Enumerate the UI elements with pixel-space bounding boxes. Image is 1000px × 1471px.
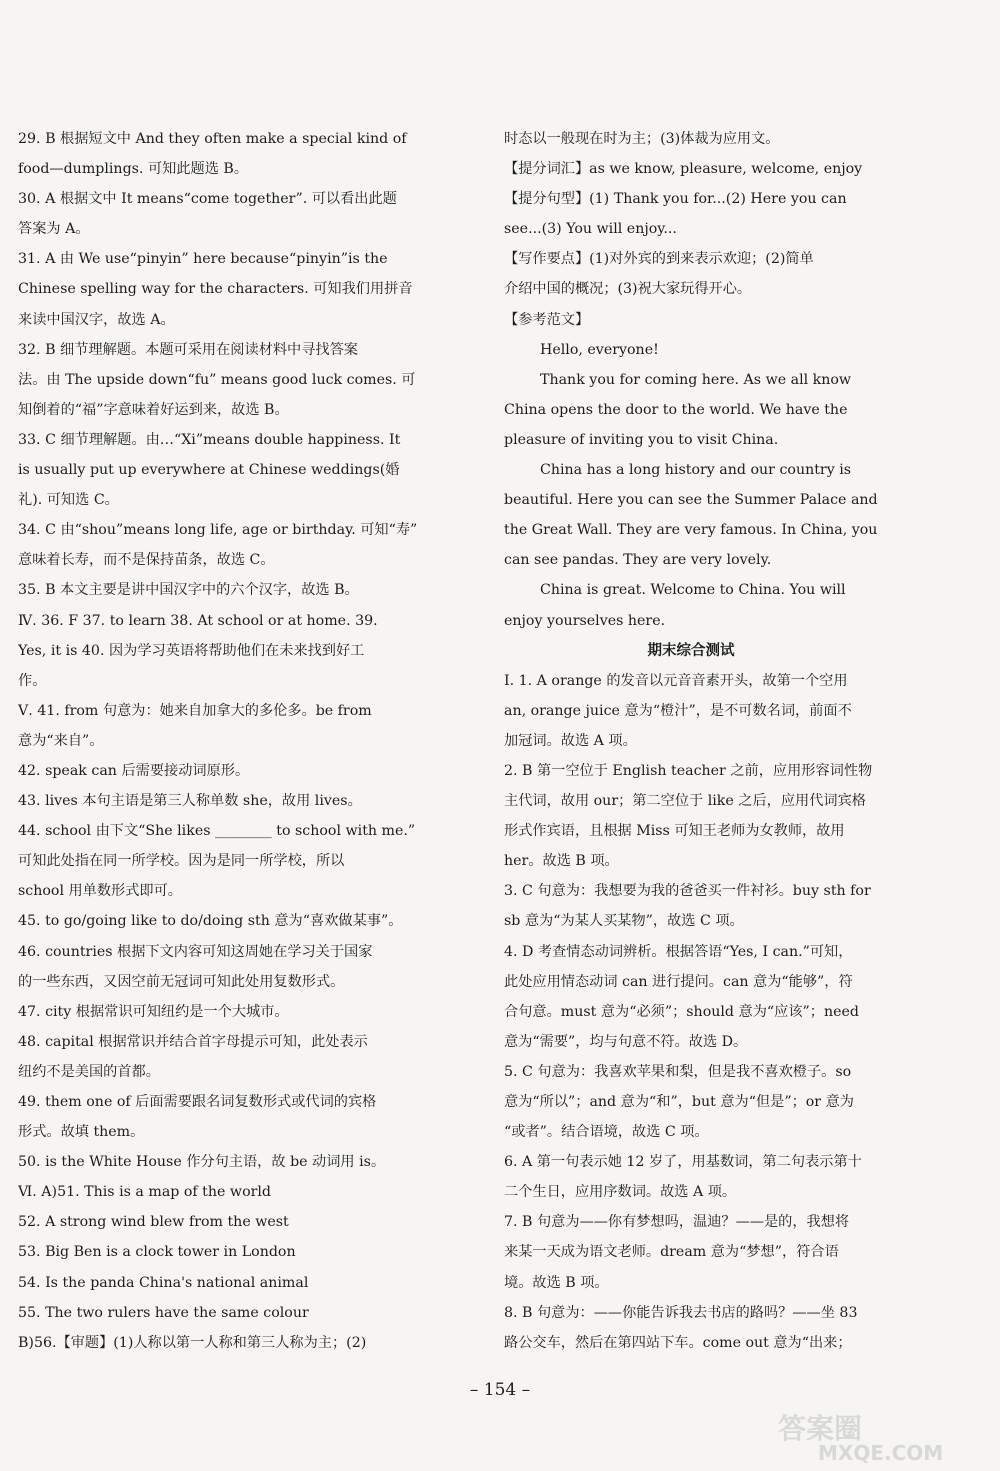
text-line: Chinese spelling way for the characters. 可知我们用拼音 (18, 281, 413, 298)
text-line: 5. C 句意为：我喜欢苹果和梨，但是我不喜欢橙子。so (504, 1063, 852, 1080)
text-line: 52. A strong wind blew from the west (18, 1214, 289, 1231)
text-line: 55. The two rulers have the same colour (18, 1304, 309, 1321)
text-line: is usually put up everywhere at Chinese weddings(婚 (18, 462, 400, 479)
text-line: 答案为 A。 (18, 221, 90, 238)
text-line: 6. A 第一句表示她 12 岁了，用基数词，第二句表示第十 (504, 1154, 862, 1171)
text-line: 作。 (18, 672, 47, 689)
left-column (18, 124, 446, 1358)
text-line: 境。故选 B 项。 (504, 1274, 609, 1291)
text-line: 法。由 The upside down“fu” means good luck comes. 可 (18, 371, 416, 388)
watermark-url: MXQE.COM (818, 1441, 944, 1464)
text-line: 34. C 由“shou”means long life, age or birthday. 可知“寿” (18, 522, 418, 539)
text-line: 意味着长寿，而不是保持苗条，故选 C。 (18, 552, 275, 569)
text-line: 47. city 根据常识可知纽约是一个大城市。 (18, 1003, 289, 1020)
text-line: Ⅳ. 36. F 37. to learn 38. At school or at home. 39. (18, 612, 378, 629)
text-line: 48. capital 根据常识并结合首字母提示可知，此处表示 (18, 1033, 368, 1050)
text-line: 【参考范文】 (504, 311, 590, 328)
text-line: 49. them one of 后面需要跟名词复数形式或代词的宾格 (18, 1094, 377, 1110)
essay-line: the Great Wall. They are very famous. In China, you (504, 522, 878, 539)
text-line: 合句意。must 意为“必须”；should 意为“应该”；need (504, 1003, 859, 1020)
essay-line: Thank you for coming here. As we all know (540, 371, 852, 388)
text-line: 43. lives 本句主语是第三人称单数 she，故用 lives。 (18, 793, 362, 810)
essay-line: beautiful. Here you can see the Summer Palace and (504, 492, 878, 509)
essay-line: China is great. Welcome to China. You will (540, 582, 846, 599)
essay-line: can see pandas. They are very lovely. (504, 552, 772, 569)
text-line: 主代词，故用 our；第二空位于 like 之后，应用代词宾格 (504, 793, 866, 810)
text-line: 形式作宾语，且根据 Miss 可知王老师为女教师，故用 (504, 823, 845, 840)
text-line: 【提分句型】(1) Thank you for...(2) Here you can (504, 191, 847, 208)
text-line: 知倒着的“福”字意味着好运到来，故选 B。 (18, 401, 289, 418)
text-line: 意为“需要”，均与句意不符。故选 D。 (504, 1033, 748, 1050)
right-column (504, 124, 878, 1358)
text-line: 31. A 由 We use“pinyin” here because“pinyin”is the (18, 251, 388, 268)
page-number: – 154 – (469, 1380, 531, 1400)
text-line: 4. D 考查情态动词辨析。根据答语“Yes, I can.”可知， (504, 943, 853, 960)
text-line: see...(3) You will enjoy... (504, 221, 677, 238)
text-line: 介绍中国的概况；(3)祝大家玩得开心。 (504, 281, 752, 298)
text-line: 7. B 句意为——你有梦想吗，温迪？——是的，我想将 (504, 1214, 850, 1231)
text-line: Ⅰ. 1. A orange 的发音以元音音素开头，故第一个空用 (504, 672, 848, 689)
text-line: Ⅴ. 41. from 句意为：她来自加拿大的多伦多。be from (18, 702, 372, 719)
text-line: B)56.【审题】(1)人称以第一人称和第三人称为主；(2) (18, 1334, 367, 1351)
text-line: 8. B 句意为：——你能告诉我去书店的路吗？——坐 83 (504, 1304, 858, 1321)
essay-line: pleasure of inviting you to visit China. (504, 431, 779, 448)
text-line: 44. school 由下文“She likes ________ to school with me.” (18, 823, 416, 840)
text-line: 30. A 根据文中 It means“come together”. 可以看出此题 (18, 191, 397, 208)
text-line: sb 意为“为某人买某物”，故选 C 项。 (504, 913, 744, 930)
text-line: 35. B 本文主要是讲中国汉字中的六个汉字，故选 B。 (18, 582, 359, 599)
section-title: 期末综合测试 (647, 641, 735, 659)
essay-line: China has a long history and our country is (540, 462, 852, 479)
text-line: 形式。故填 them。 (18, 1124, 145, 1141)
text-line: 纽约不是美国的首都。 (18, 1063, 160, 1080)
text-line: 此处应用情态动词 can 进行提问。can 意为“能够”，符 (504, 973, 853, 990)
text-line: 加冠词。故选 A 项。 (504, 732, 637, 749)
text-line: 29. B 根据短文中 And they often make a special kind of (18, 131, 407, 147)
text-line: 【写作要点】(1)对外宾的到来表示欢迎；(2)简单 (504, 251, 814, 268)
text-line: Ⅵ. A)51. This is a map of the world (18, 1184, 272, 1201)
essay-line: enjoy yourselves here. (504, 612, 666, 629)
essay-line: China opens the door to the world. We have the (504, 401, 848, 418)
text-line: 的一些东西，又因空前无冠词可知此处用复数形式。 (18, 973, 345, 990)
text-line: Yes, it is 40. 因为学习英语将帮助他们在未来找到好工 (18, 642, 365, 659)
text-line: 54. Is the panda China's national animal (18, 1274, 309, 1291)
text-line: food—dumplings. 可知此题选 B。 (18, 161, 249, 178)
text-line: an, orange juice 意为“橙汁”，是不可数名词，前面不 (504, 702, 852, 719)
text-line: 32. B 细节理解题。本题可采用在阅读材料中寻找答案 (18, 341, 358, 358)
text-line: 45. to go/going like to do/doing sth 意为“喜欢做某事”。 (18, 913, 403, 930)
text-line: 礼). 可知选 C。 (18, 492, 119, 509)
text-line: 来读中国汉字，故选 A。 (18, 311, 175, 328)
text-line: 3. C 句意为：我想要为我的爸爸买一件衬衫。buy sth for (504, 883, 871, 900)
text-line: 53. Big Ben is a clock tower in London (18, 1244, 296, 1261)
text-line: 时态以一般现在时为主；(3)体裁为应用文。 (504, 131, 780, 147)
text-line: 46. countries 根据下文内容可知这周她在学习关于国家 (18, 943, 373, 960)
text-line: 意为“来自”。 (18, 732, 104, 749)
text-line: 50. is the White House 作分句主语，故 be 动词用 is。 (18, 1154, 386, 1171)
watermark-logo (758, 1408, 988, 1464)
text-line: her。故选 B 项。 (504, 853, 619, 870)
text-line: 意为“所以”；and 意为“和”，but 意为“但是”；or 意为 (504, 1094, 854, 1110)
text-line: 路公交车，然后在第四站下车。come out 意为“出来； (504, 1334, 852, 1351)
watermark-text: 答案圈 (778, 1412, 863, 1445)
text-line: 33. C 细节理解题。由…“Xi”means double happiness. It (18, 431, 401, 448)
text-line: 可知此处指在同一所学校。因为是同一所学校，所以 (18, 853, 345, 870)
text-line: 2. B 第一空位于 English teacher 之前，应用形容词性物 (504, 762, 873, 779)
text-line: 二个生日，应用序数词。故选 A 项。 (504, 1184, 737, 1201)
text-line: 42. speak can 后需要接动词原形。 (18, 762, 250, 779)
text-line: school 用单数形式即可。 (18, 883, 182, 900)
text-line: “或者”。结合语境，故选 C 项。 (504, 1124, 709, 1141)
essay-line: Hello, everyone! (540, 341, 659, 358)
text-line: 【提分词汇】as we know, pleasure, welcome, enjoy (504, 161, 863, 178)
text-line: 来某一天成为语文老师。dream 意为“梦想”，符合语 (504, 1244, 839, 1261)
